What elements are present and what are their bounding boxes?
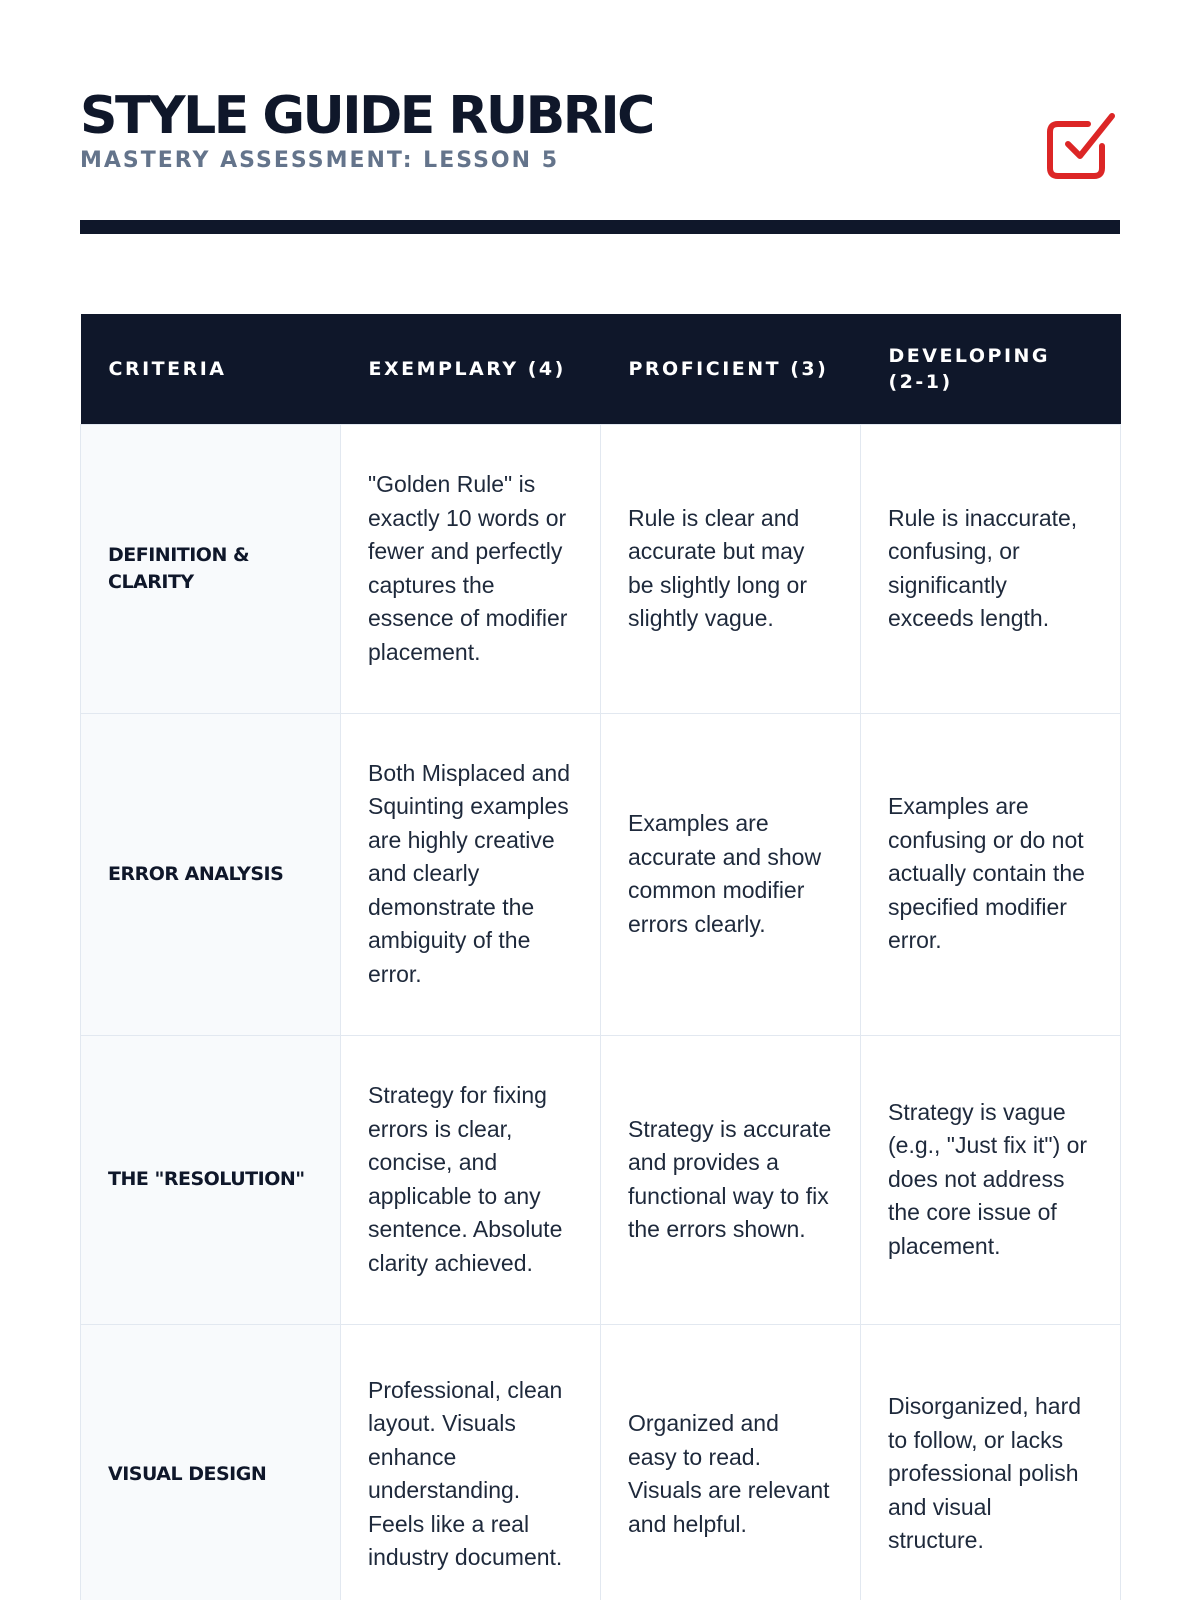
page-subtitle: MASTERY ASSESSMENT: LESSON 5 (80, 148, 560, 173)
exemplary-cell: Professional, clean layout. Visuals enhance understanding. Feels like a real industry document. (341, 1324, 601, 1600)
proficient-cell: Organized and easy to read. Visuals are relevant and helpful. (601, 1324, 861, 1600)
developing-cell: Disorganized, hard to follow, or lacks professional polish and visual structure. (861, 1324, 1121, 1600)
exemplary-cell: "Golden Rule" is exactly 10 words or fewer and perfectly captures the essence of modifier placement. (341, 424, 601, 713)
developing-cell: Examples are confusing or do not actually contain the specified modifier error. (861, 713, 1121, 1035)
column-header-criteria: CRITERIA (81, 314, 341, 424)
developing-cell: Strategy is vague (e.g., "Just fix it") or does not address the core issue of placement. (861, 1035, 1121, 1324)
table-row (81, 713, 1121, 1035)
column-header-developing: DEVELOPING (2-1) (861, 314, 1121, 424)
developing-cell: Rule is inaccurate, confusing, or significantly exceeds length. (861, 424, 1121, 713)
criteria-cell: DEFINITION & CLARITY (81, 424, 341, 713)
page-title: STYLE GUIDE RUBRIC (80, 86, 653, 146)
checkbox-checked-icon (1044, 106, 1120, 182)
exemplary-cell: Both Misplaced and Squinting examples are highly creative and clearly demonstrate the ambiguity of the error. (341, 713, 601, 1035)
page-header (80, 86, 1120, 186)
proficient-cell: Rule is clear and accurate but may be slightly long or slightly vague. (601, 424, 861, 713)
column-header-exemplary: EXEMPLARY (4) (341, 314, 601, 424)
rubric-table (80, 314, 1121, 1600)
table-body (81, 424, 1121, 1600)
exemplary-cell: Strategy for fixing errors is clear, concise, and applicable to any sentence. Absolute clarity achieved. (341, 1035, 601, 1324)
proficient-cell: Examples are accurate and show common modifier errors clearly. (601, 713, 861, 1035)
criteria-cell: ERROR ANALYSIS (81, 713, 341, 1035)
criteria-cell: VISUAL DESIGN (81, 1324, 341, 1600)
table-row (81, 1035, 1121, 1324)
proficient-cell: Strategy is accurate and provides a functional way to fix the errors shown. (601, 1035, 861, 1324)
table-row (81, 424, 1121, 713)
table-row (81, 1324, 1121, 1600)
criteria-cell: THE "RESOLUTION" (81, 1035, 341, 1324)
column-header-proficient: PROFICIENT (3) (601, 314, 861, 424)
header-row (81, 314, 1121, 424)
rubric-page (80, 0, 1120, 1600)
header-divider (80, 220, 1120, 234)
table-header (81, 314, 1121, 424)
